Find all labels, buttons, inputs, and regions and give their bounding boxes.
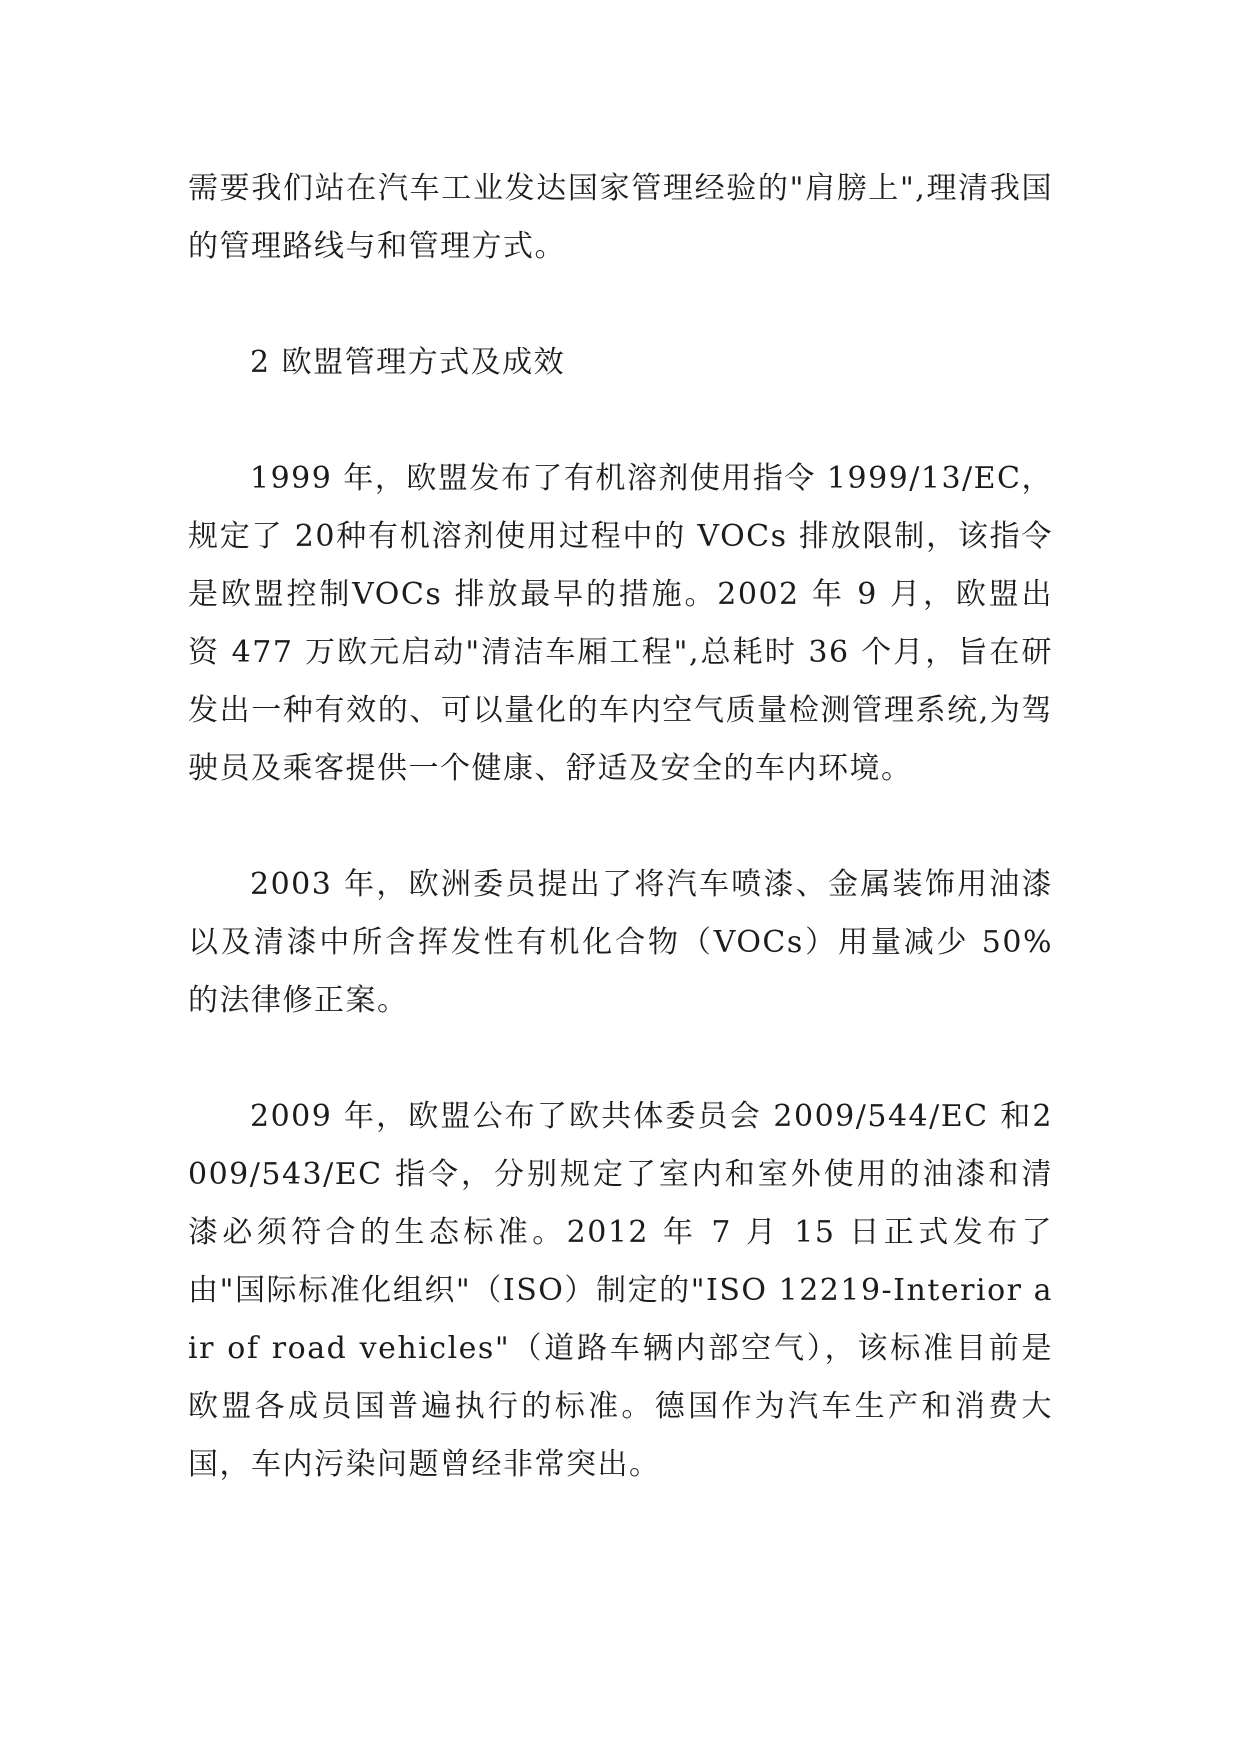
paragraph-gap	[188, 1030, 1053, 1088]
paragraph-2009: 2009 年，欧盟公布了欧共体委员会 2009/544/EC 和2009/543/EC 指令，分别规定了室内和室外使用的油漆和清漆必须符合的生态标准。2012 年 7 月 15 日正式发布了由"国际标准化组织"（ISO）制定的"ISO 12219-Interior air of road vehicles"（道路车辆内部空气），该标准目前是欧盟各成员国普遍执行的标准。德国作为汽车生产和消费大国，车内污染问题曾经非常突出。	[188, 1099, 1053, 1482]
paragraph-gap	[188, 798, 1053, 856]
paragraph-continuation: 需要我们站在汽车工业发达国家管理经验的"肩膀上",理清我国的管理路线与和管理方式。	[188, 171, 1053, 264]
paragraph-gap	[188, 276, 1053, 334]
paragraph-gap	[188, 392, 1053, 450]
section-heading: 2 欧盟管理方式及成效	[250, 345, 566, 380]
paragraph-2003: 2003 年，欧洲委员提出了将汽车喷漆、金属装饰用油漆以及清漆中所含挥发性有机化合物（VOCs）用量减少 50%的法律修正案。	[188, 867, 1053, 1018]
paragraph-1999: 1999 年，欧盟发布了有机溶剂使用指令 1999/13/EC，规定了 20种有机溶剂使用过程中的 VOCs 排放限制，该指令是欧盟控制VOCs 排放最早的措施。2002 年 9 月，欧盟出资 477 万欧元启动"清洁车厢工程",总耗时 36 个月，旨在研发出一种有效的、可以量化的车内空气质量检测管理系统,为驾驶员及乘客提供一个健康、舒适及安全的车内环境。	[188, 461, 1054, 786]
document-body	[188, 160, 1053, 1494]
